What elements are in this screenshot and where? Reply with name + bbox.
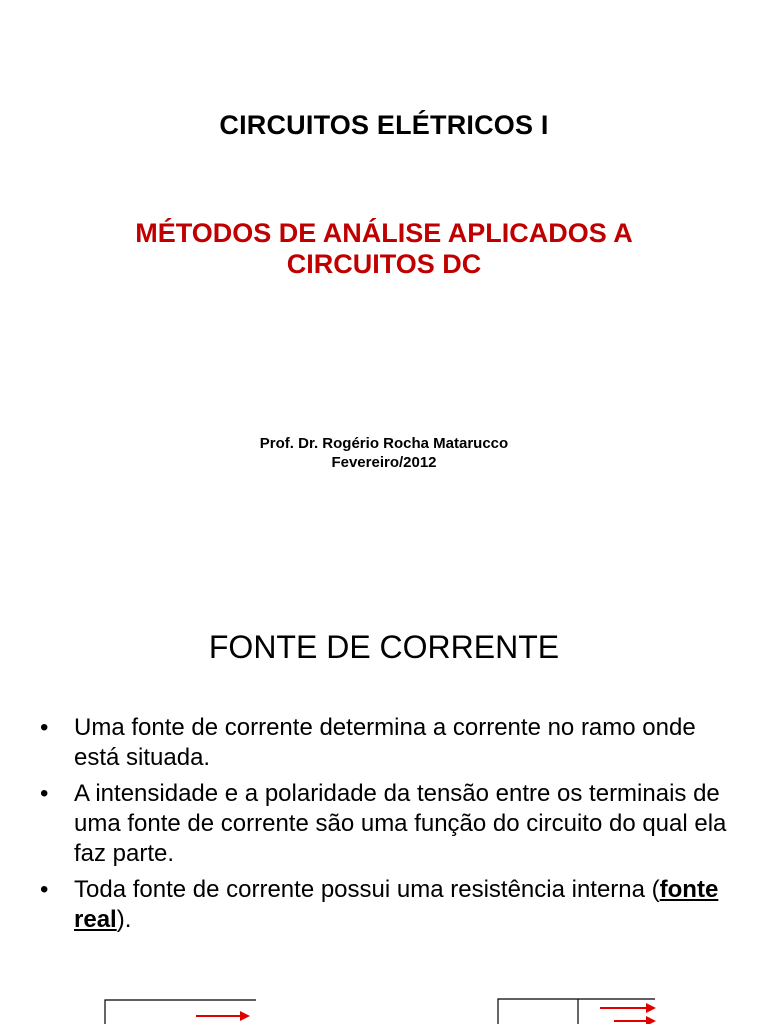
current-arrow-head-icon	[646, 1003, 656, 1013]
bullet-marker: •	[40, 780, 49, 807]
author-block	[0, 434, 768, 472]
circuit-left	[105, 1000, 256, 1024]
list-item	[40, 779, 740, 869]
bullet-list	[40, 713, 740, 941]
circuit-wire	[105, 1000, 256, 1024]
course-title: CIRCUITOS ELÉTRICOS I	[219, 110, 549, 140]
bullet-text: Toda fonte de corrente possui uma resistência interna (	[74, 876, 660, 903]
circuit-diagram	[0, 996, 768, 1024]
bullet-marker: •	[40, 876, 49, 903]
current-arrow-head-icon	[240, 1011, 250, 1021]
section-title: FONTE DE CORRENTE	[208, 629, 560, 665]
emphasis-text: fonte real	[74, 876, 719, 933]
bullet-suffix: ).	[116, 906, 132, 933]
lecture-date: Fevereiro/2012	[331, 454, 437, 471]
lecture-title: MÉTODOS DE ANÁLISE APLICADOS A CIRCUITOS DC	[135, 218, 633, 279]
bullet-text: Uma fonte de corrente determina a corrente no ramo onde está situada.	[74, 714, 696, 771]
author-name: Prof. Dr. Rogério Rocha Matarucco	[259, 435, 509, 452]
circuit-right	[498, 999, 656, 1024]
list-item	[40, 875, 740, 935]
current-arrow-head-icon	[646, 1016, 656, 1024]
list-item	[40, 713, 740, 773]
bullet-marker: •	[40, 714, 49, 741]
bullet-text: A intensidade e a polaridade da tensão entre os terminais de uma fonte de corrente são uma função do circuito do qual ela faz parte.	[74, 780, 727, 867]
